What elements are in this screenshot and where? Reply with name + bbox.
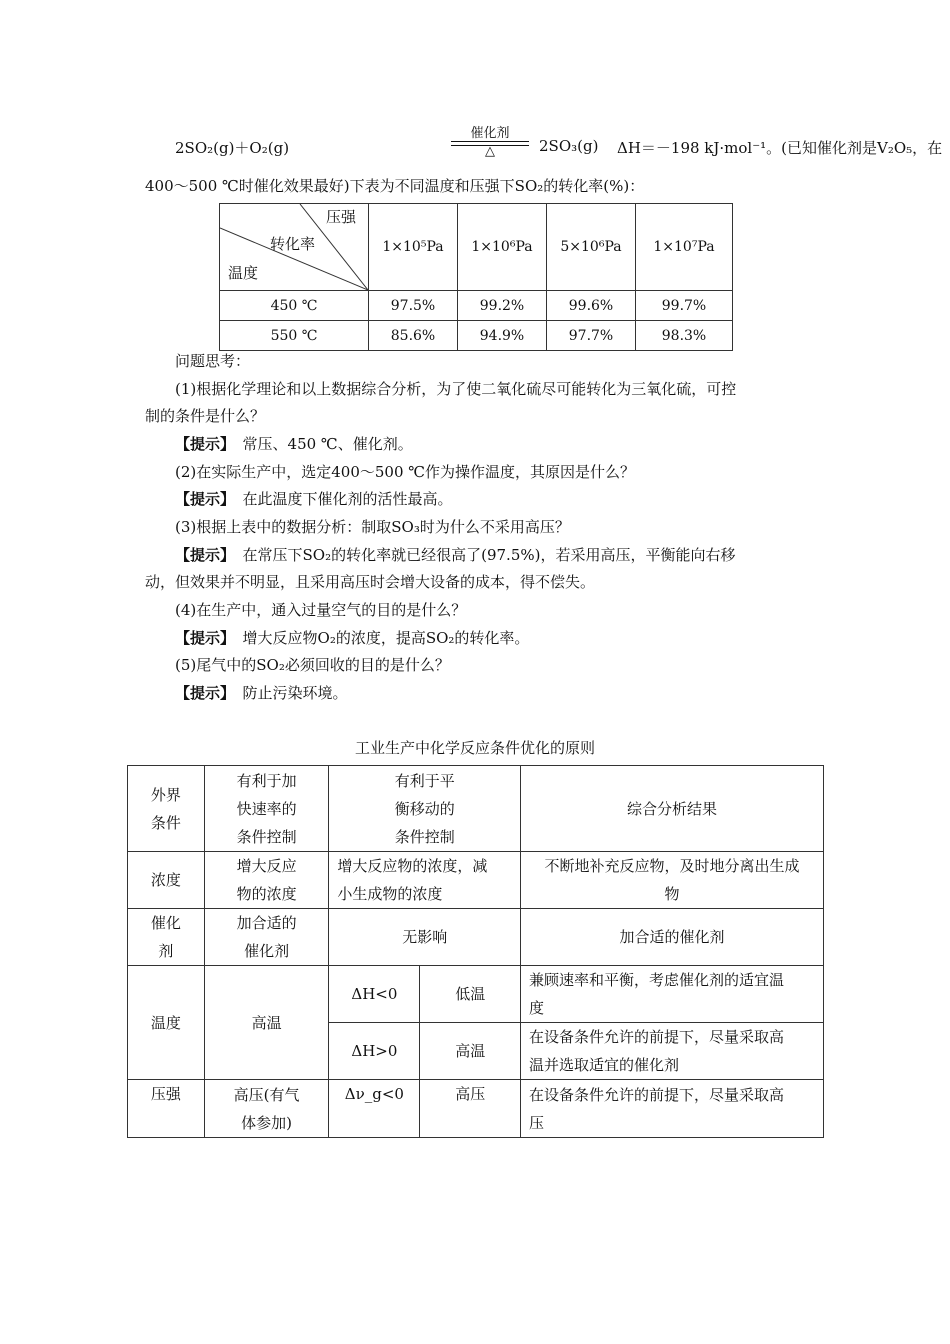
pressure-header: 5×10⁶Pa [547,204,636,291]
hint-label: 【提示】 [175,546,228,564]
pressure-header: 1×10⁶Pa [458,204,547,291]
table-row [128,966,824,1023]
equation-product: 2SO₃(g) [539,137,599,155]
condition-cell: 催化 剂 [128,909,205,966]
value-cell: 99.7% [636,291,733,321]
table-caption: 工业生产中化学反应条件优化的原则 [354,739,595,757]
equilibrium-cell: 高温 [420,1023,521,1080]
conversion-table [219,203,733,351]
answer-2: 【提示】 在此温度下催化剂的活性最高。 [175,490,453,508]
hint-label: 【提示】 [175,684,228,702]
result-cell: 兼顾速率和平衡，考虑催化剂的适宜温 度 [521,966,824,1023]
value-cell: 97.7% [547,321,636,351]
corner-temperature-label: 温度 [228,264,259,282]
equation-enthalpy: ΔH＝－198 kJ·mol⁻¹。(已知催化剂是V₂O₅，在 [617,139,943,157]
pressure-header: 1×10⁷Pa [636,204,733,291]
condition-cell: 压强 [128,1080,205,1138]
temperature-cell: 450 ℃ [220,291,369,321]
equilibrium-cell: 低温 [420,966,521,1023]
hint-label: 【提示】 [175,490,228,508]
corner-conversion-label: 转化率 [270,235,316,253]
pressure-header: 1×10⁵Pa [369,204,458,291]
table-row [128,909,824,966]
rate-cell: 高压(有气 体参加) [204,1080,329,1138]
principles-table [127,765,824,1138]
rate-cell: 高温 [204,966,329,1080]
question-2: (2)在实际生产中，选定400～500 ℃作为操作温度，其原因是什么？ [175,463,636,481]
equation-reactants: 2SO₂(g)＋O₂(g) [175,139,290,157]
sub-condition-cell: ΔH>0 [329,1023,420,1080]
sub-condition-cell: Δν_g<0 [329,1080,420,1138]
value-cell: 85.6% [369,321,458,351]
table-row [128,766,824,852]
rate-cell: 增大反应 物的浓度 [204,852,329,909]
value-cell: 98.3% [636,321,733,351]
result-cell: 加合适的催化剂 [521,909,824,966]
result-cell: 在设备条件允许的前提下，尽量采取高 温并选取适宜的催化剂 [521,1023,824,1080]
table-corner [220,204,369,291]
value-cell: 94.9% [458,321,547,351]
equilibrium-cell: 增大反应物的浓度，减 小生成物的浓度 [329,852,521,909]
sub-condition-cell: ΔH<0 [329,966,420,1023]
header-cell: 有利于平 衡移动的 条件控制 [329,766,521,852]
header-cell: 综合分析结果 [521,766,824,852]
answer-4: 【提示】 增大反应物O₂的浓度，提高SO₂的转化率。 [175,629,530,647]
table-row [128,852,824,909]
value-cell: 99.2% [458,291,547,321]
question-1: (1)根据化学理论和以上数据综合分析，为了使二氧化硫尽可能转化为三氧化硫，可控 [175,380,737,398]
table-row [220,321,733,351]
condition-cell: 浓度 [128,852,205,909]
hint-label: 【提示】 [175,629,228,647]
intro-line: 400～500 ℃时催化效果最好)下表为不同温度和压强下SO₂的转化率(%)： [145,177,645,195]
header-cell: 外界 条件 [128,766,205,852]
answer-3-cont: 动，但效果并不明显，且采用高压时会增大设备的成本，得不偿失。 [145,573,596,591]
hint-label: 【提示】 [175,435,228,453]
table-row [128,1080,824,1138]
question-5: (5)尾气中的SO₂必须回收的目的是什么？ [175,656,450,674]
result-cell: 在设备条件允许的前提下，尽量采取高 压 [521,1080,824,1138]
temperature-cell: 550 ℃ [220,321,369,351]
value-cell: 99.6% [547,291,636,321]
corner-pressure-label: 压强 [326,208,357,226]
value-cell: 97.5% [369,291,458,321]
table-row [220,291,733,321]
answer-3: 【提示】 在常压下SO₂的转化率就已经很高了(97.5%)，若采用高压，平衡能向右移 [175,546,736,564]
header-cell: 有利于加 快速率的 条件控制 [204,766,329,852]
question-3: (3)根据上表中的数据分析：制取SO₃时为什么不采用高压？ [175,518,570,536]
answer-1: 【提示】 常压、450 ℃、催化剂。 [175,435,413,453]
condition-cell: 温度 [128,966,205,1080]
rate-cell: 加合适的 催化剂 [204,909,329,966]
question-4: (4)在生产中，通入过量空气的目的是什么？ [175,601,467,619]
qa-heading: 问题思考： [175,352,251,370]
equilibrium-cell: 高压 [420,1080,521,1138]
question-1-cont: 制的条件是什么？ [145,407,266,425]
catalyst-label: 催化剂 [470,126,510,141]
reversible-arrow [445,122,535,162]
heat-symbol: △ [485,144,495,159]
result-cell: 不断地补充反应物，及时地分离出生成 物 [521,852,824,909]
answer-5: 【提示】 防止污染环境。 [175,684,348,702]
equilibrium-cell: 无影响 [329,909,521,966]
